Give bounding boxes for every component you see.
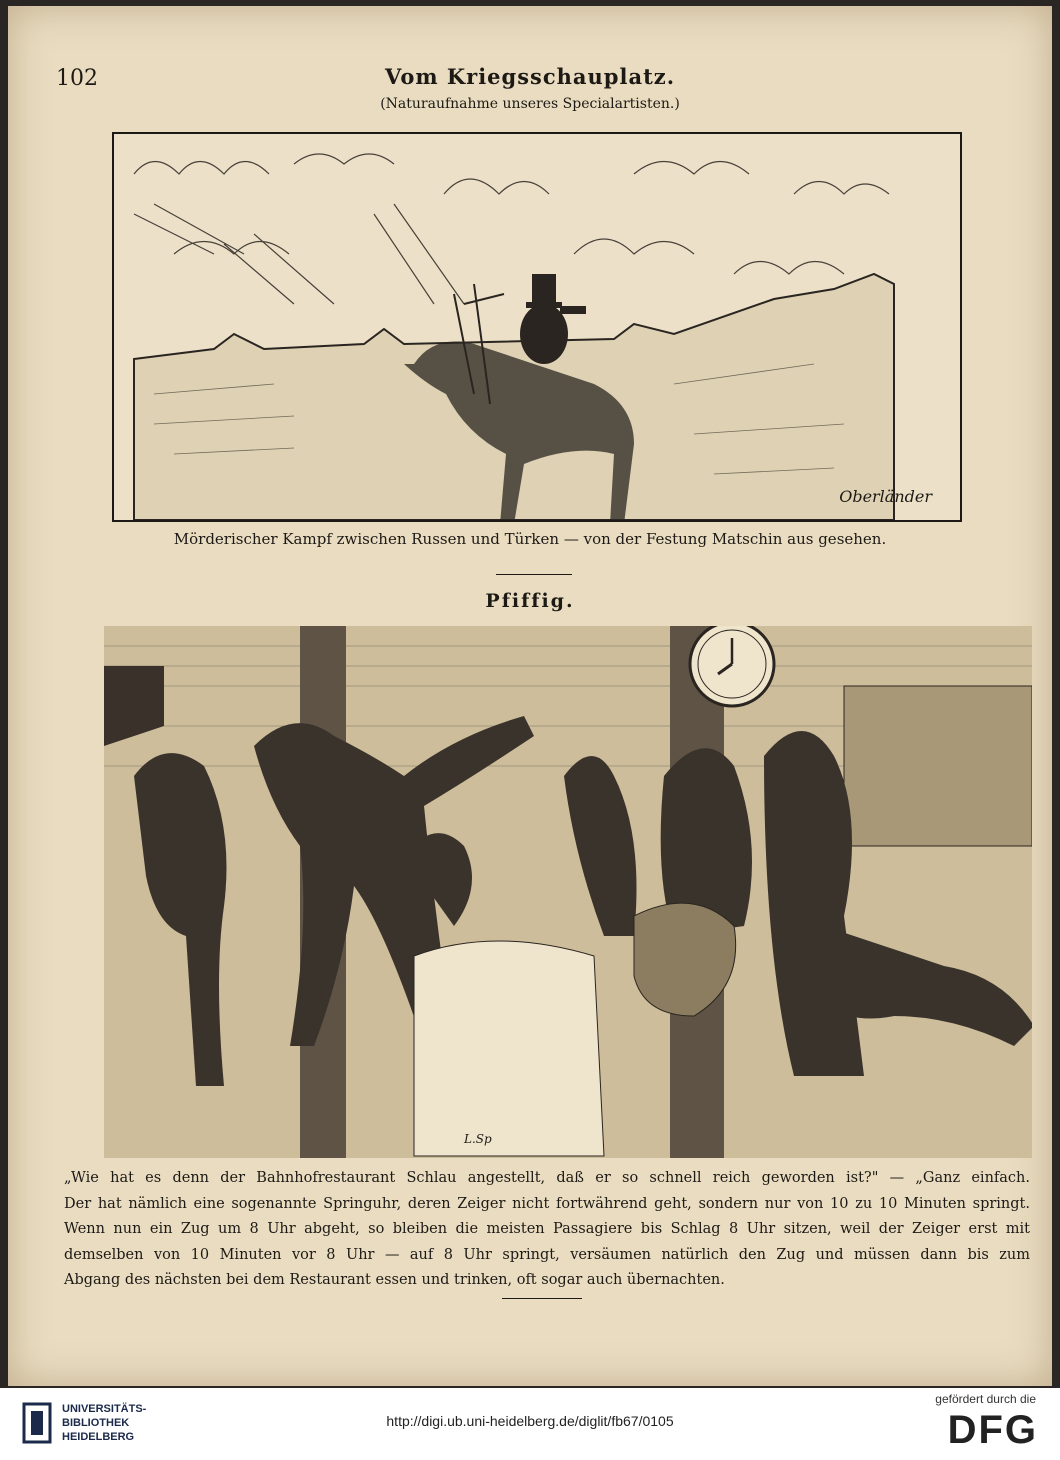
scanned-page	[8, 6, 1052, 1386]
end-rule	[502, 1298, 582, 1299]
divider-rule	[496, 574, 572, 575]
illustration1-caption: Mörderischer Kampf zwischen Russen und Türken — von der Festung Matschin aus gesehen.	[173, 530, 887, 548]
body-line: „Wie hat es denn der Bahnhofrestaurant Schlau angestellt, daß er so schnell reich geworden ist?" — „Ganz einfach.	[64, 1170, 1030, 1186]
article-body	[64, 1166, 1030, 1294]
body-line: Wenn nun ein Zug um 8 Uhr abgeht, so bleiben die meisten Passagiere bis Schlag 8 Uhr sitzen, weil der Zeiger erst mit	[64, 1221, 1030, 1237]
battle-illustration	[112, 132, 962, 522]
body-line: Der hat nämlich eine sogenannte Springuhr, deren Zeiger nicht fortwährend geht, sondern nur von 10 zu 10 Minuten springt.	[64, 1195, 1030, 1212]
article-title: Pfiffig.	[485, 590, 575, 612]
funding-label: gefördert durch die	[935, 1392, 1036, 1406]
library-name: UNIVERSITÄTS- BIBLIOTHEK HEIDELBERG	[62, 1403, 147, 1443]
body-line: Abgang des nächsten bei dem Restaurant essen und trinken, oft sogar auch übernachten.	[64, 1272, 725, 1288]
station-restaurant-illustration	[104, 626, 1032, 1158]
illustration2-signature: L.Sp	[464, 1132, 492, 1146]
page-number: 102	[56, 66, 98, 91]
battle-drawing	[114, 134, 960, 520]
station-drawing	[104, 626, 1032, 1158]
body-line: demselben von 10 Minuten vor 8 Uhr — auf 8 Uhr springt, versäumen natürlich den Zug und müssen dann bis zum	[64, 1246, 1030, 1263]
section-subtitle: (Naturaufnahme unseres Specialartisten.)	[380, 96, 680, 112]
source-url[interactable]: http://digi.ub.uni-heidelberg.de/diglit/fb67/0105	[386, 1413, 674, 1429]
section-title: Vom Kriegsschauplatz.	[384, 64, 676, 89]
dfg-logo: DFG	[947, 1408, 1038, 1452]
illustration1-signature: Oberländer	[839, 487, 932, 506]
footer-bar	[0, 1388, 1060, 1460]
